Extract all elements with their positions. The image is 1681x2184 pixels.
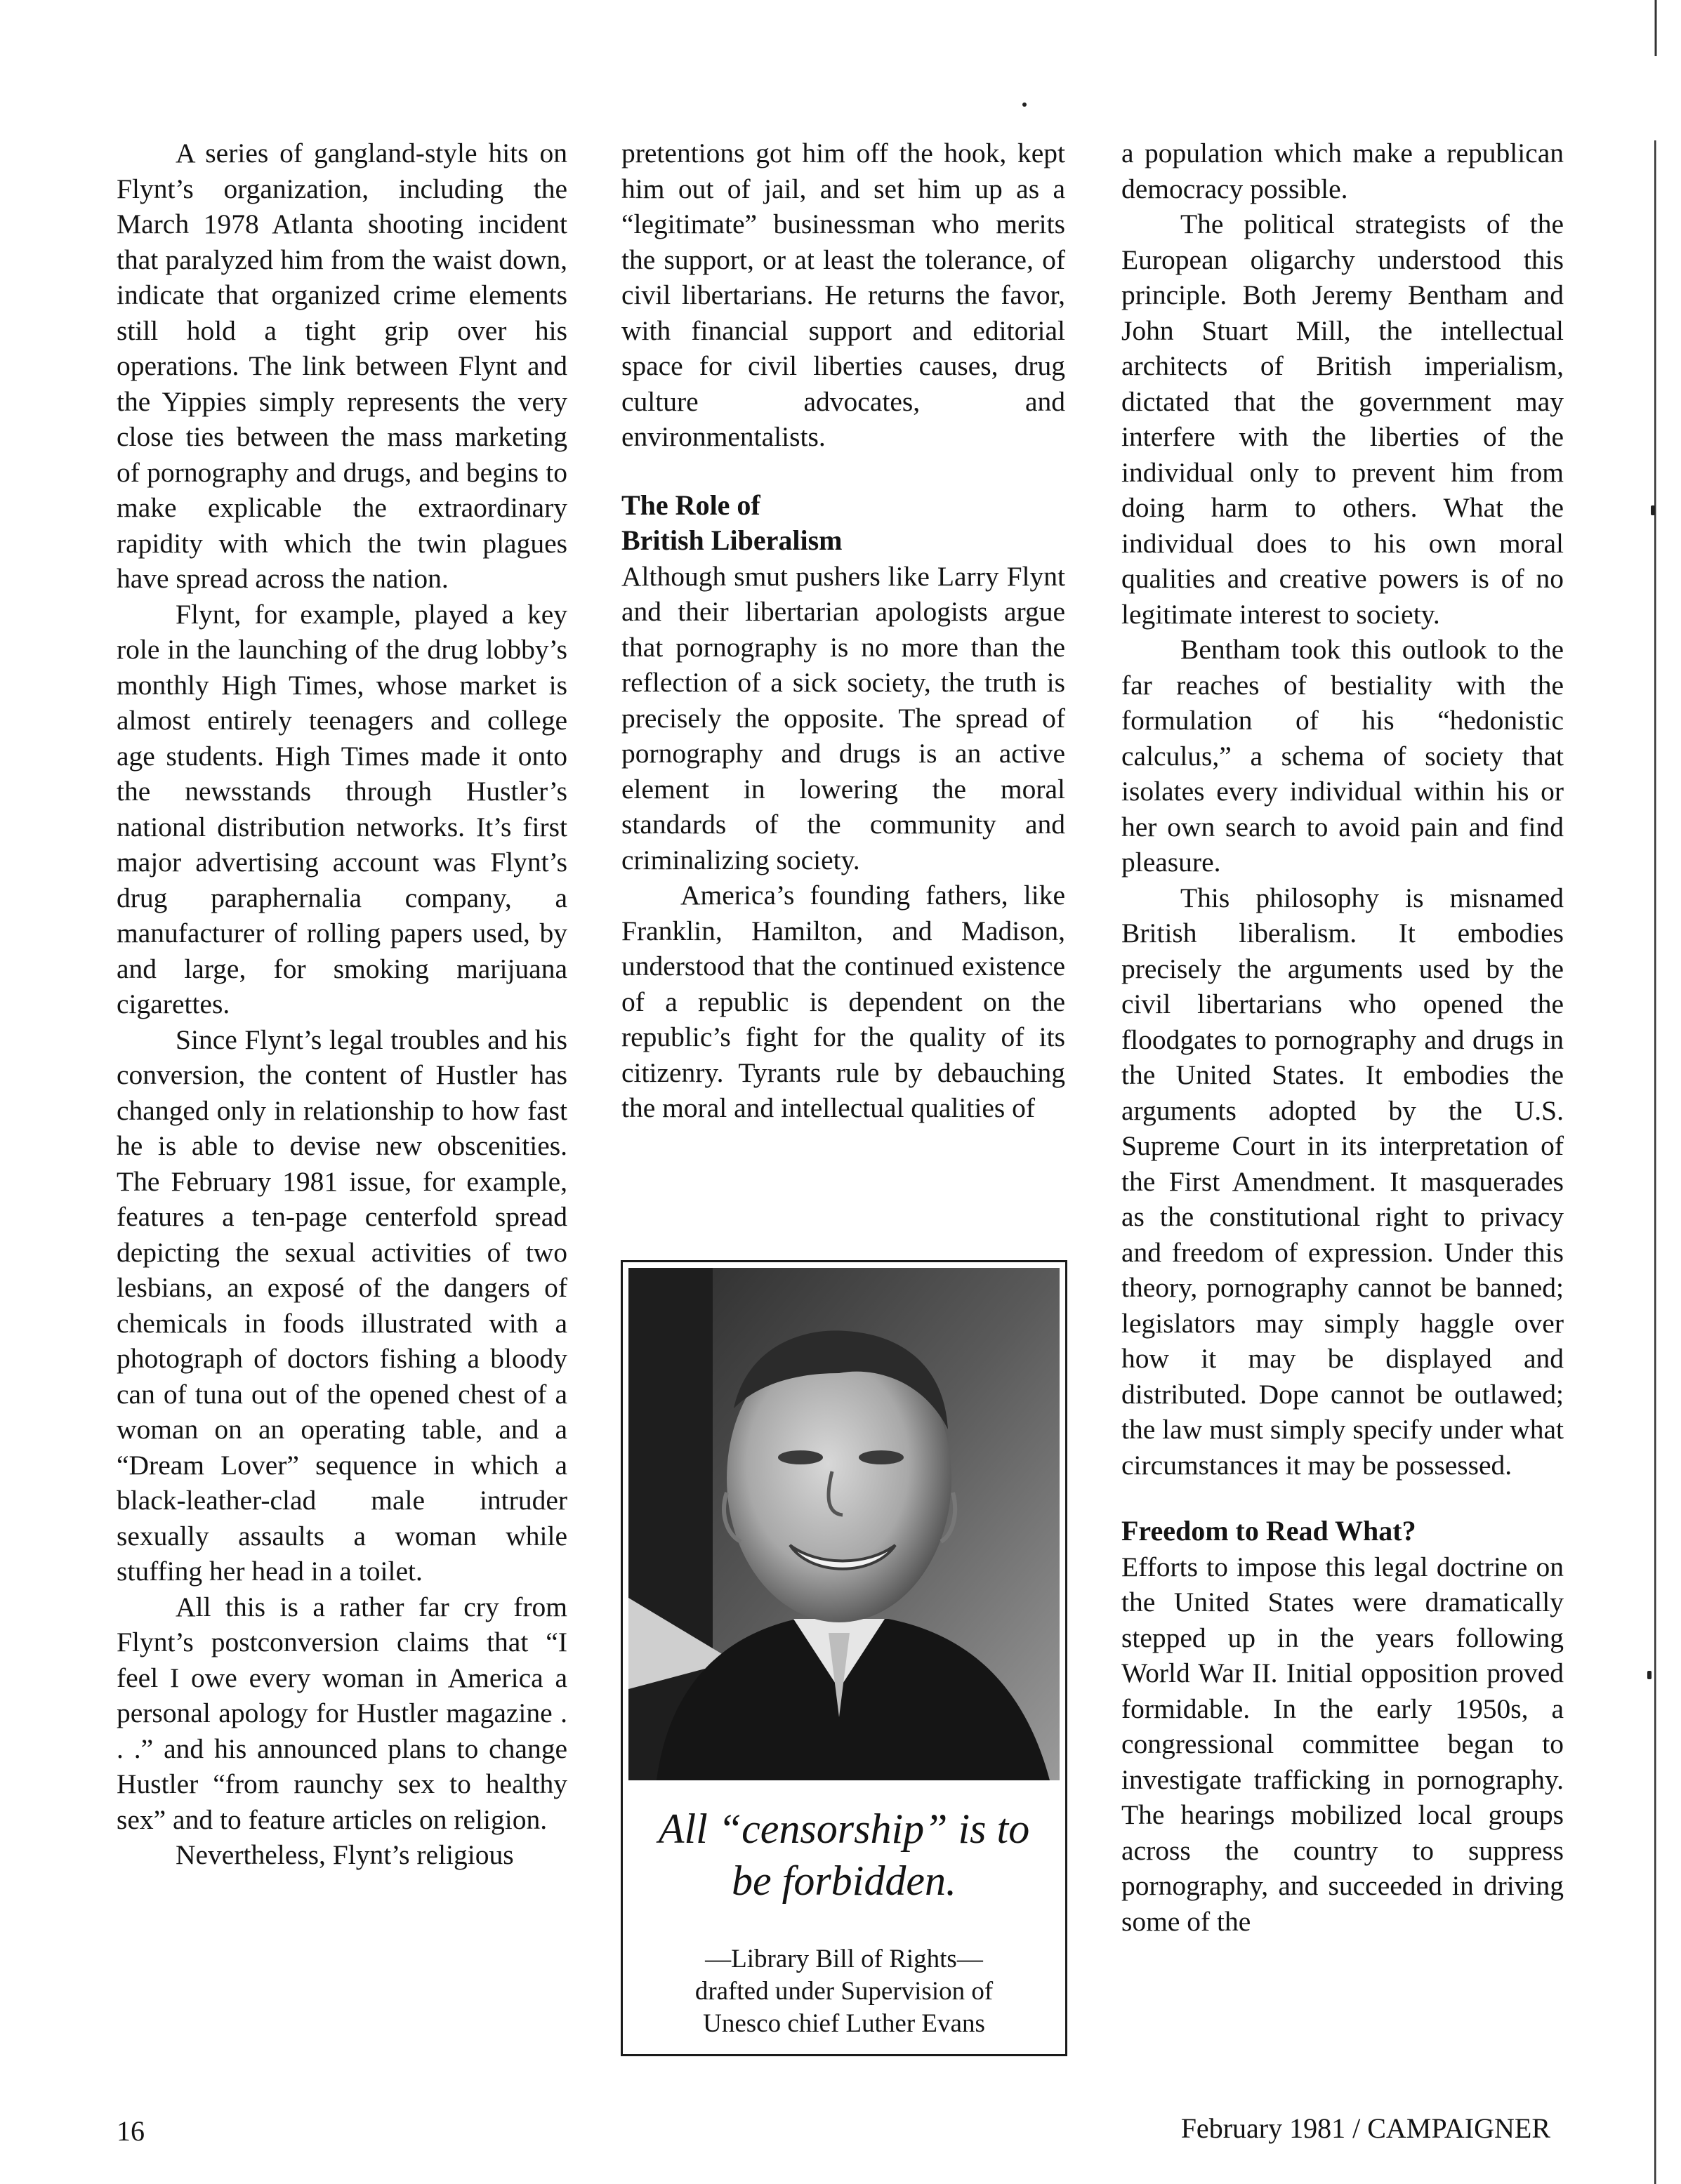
sidebar-quote bbox=[623, 1803, 1065, 1907]
paragraph: America’s founding fathers, like Franklin, Hamilton, and Madison, understood that the continued existence of a republic is dependent on the republic’s fight for the quality of its citizenry. Tyrants rule by debauching the moral and intellectual qualities of bbox=[621, 880, 1065, 1123]
paragraph: A series of gangland-style hits on Flynt’s organization, including the March 1978 Atlanta shooting incident that paralyzed him from the waist down, indicate that organized crime elements still hold a tight grip over his operations. The link between Flynt and the Yippies simply represents the very close ties between the mass marketing of pornography and drugs, and begins to make explicable the extraordinary rapidity with which the twin plagues have spread across the nation. bbox=[117, 138, 567, 594]
sidebar-credit-line: drafted under Supervision of bbox=[694, 1977, 994, 2006]
paragraph: a population which make a republican democracy possible. bbox=[1121, 138, 1564, 204]
sidebar-credit-line: —Library Bill of Rights— bbox=[705, 1945, 983, 1973]
paragraph: This philosophy is misnamed British liberalism. It embodies precisely the arguments used by the civil libertarians who opened the floodgates to pornography and drugs in the United States. It embodies the arguments adopted by the U.S. Supreme Court in its interpretation of the First Amendment. It masquerades as the constitutional right to privacy and freedom of expression. Under this theory, pornography cannot be banned; legislators may simply haggle over how it may be displayed and distributed. Dope cannot be outlawed; the law must simply specify under what circumstances it may be possessed. bbox=[1121, 882, 1564, 1481]
section-heading-line: British Liberalism bbox=[621, 524, 843, 556]
article-column-2 bbox=[621, 135, 1065, 1126]
section-heading: Freedom to Read What? bbox=[1121, 1515, 1416, 1547]
paragraph: Efforts to impose this legal doctrine on the United States were dramatically stepped up in the years following World War II. Initial opposition proved formidable. In the early 1950s, a congressional committee began to investigate trafficking in pornography. The hearings mobilized local groups across the country to suppress pornography, and succeeded in driving some of the bbox=[1121, 1551, 1564, 1937]
sidebar-quote-line: All “censorship” is to bbox=[658, 1806, 1030, 1852]
sidebar-credit bbox=[623, 1943, 1065, 2040]
page-number: 16 bbox=[117, 2115, 145, 2147]
photo-sidebar bbox=[621, 1260, 1067, 2056]
paragraph: Nevertheless, Flynt’s religious bbox=[176, 1839, 514, 1870]
publication-footer: February 1981 / CAMPAIGNER bbox=[1180, 2112, 1550, 2144]
scan-speck bbox=[1022, 102, 1027, 107]
section-heading-line: The Role of bbox=[621, 489, 760, 521]
paragraph: pretentions got him off the hook, kept him out of jail, and set him up as a “legitimate” businessman who merits the support, or at least the tolerance, of civil libertarians. He returns the favor, with financial support and editorial space for civil liberties causes, drug culture advocates, and environmentalists. bbox=[621, 138, 1065, 452]
paragraph: Since Flynt’s legal troubles and his conversion, the content of Hustler has changed only in relationship to how fast he is able to devise new obscenities. The February 1981 issue, for example, features a ten-page centerfold spread depicting the sexual activities of two lesbians, an exposé of the dangers of chemicals in foods illustrated with a photograph of doctors fishing a bloody can of tuna out of the opened chest of a woman on an operating table, and a “Dream Lover” sequence in which a black-leather-clad male intruder sexually assaults a woman while stuffing her head in a toilet. bbox=[117, 1024, 567, 1587]
paragraph: The political strategists of the European oligarchy understood this principle. Both Jeremy Bentham and John Stuart Mill, the intellectual architects of British imperialism, dictated that the government may interfere with the liberties of the individual only to prevent him from doing harm to others. What the individual does to his own moral qualities and creative powers is of no legitimate interest to society. bbox=[1121, 209, 1564, 630]
scan-speck bbox=[1647, 1671, 1652, 1679]
portrait-photo bbox=[628, 1268, 1060, 1780]
sidebar-quote-line: be forbidden. bbox=[732, 1858, 956, 1904]
scan-speck bbox=[1651, 505, 1655, 515]
paragraph: Bentham took this outlook to the far reaches of bestiality with the formulation of his “hedonistic calculus,” a schema of society that isolates every individual within his or her own search to avoid pain and find pleasure. bbox=[1121, 634, 1564, 878]
paragraph: Flynt, for example, played a key role in the launching of the drug lobby’s monthly High Times, whose market is almost entirely teenagers and college age students. High Times made it onto the newsstands through Hustler’s national distribution networks. It’s first major advertising account was Flynt’s drug paraphernalia company, a manufacturer of rolling papers used, by and large, for smoking marijuana cigarettes. bbox=[117, 598, 567, 1019]
sidebar-credit-line: Unesco chief Luther Evans bbox=[703, 2009, 985, 2038]
article-column-3 bbox=[1121, 135, 1564, 1939]
scan-edge-line bbox=[1654, 0, 1657, 2184]
paragraph: All this is a rather far cry from Flynt’s postconversion claims that “I feel I owe every woman in America a personal apology for Hustler magazine . . .” and his announced plans to change Hustler “from raunchy sex to healthy sex” and to feature articles on religion. bbox=[117, 1591, 567, 1835]
article-column-1 bbox=[117, 135, 567, 1873]
section-heading bbox=[621, 488, 1065, 559]
paragraph: Although smut pushers like Larry Flynt and their libertarian apologists argue that pornography is no more than the reflection of a sick society, the truth is precisely the opposite. The spread of pornography and drugs is an active element in lowering the moral standards of the community and criminalizing society. bbox=[621, 560, 1065, 875]
